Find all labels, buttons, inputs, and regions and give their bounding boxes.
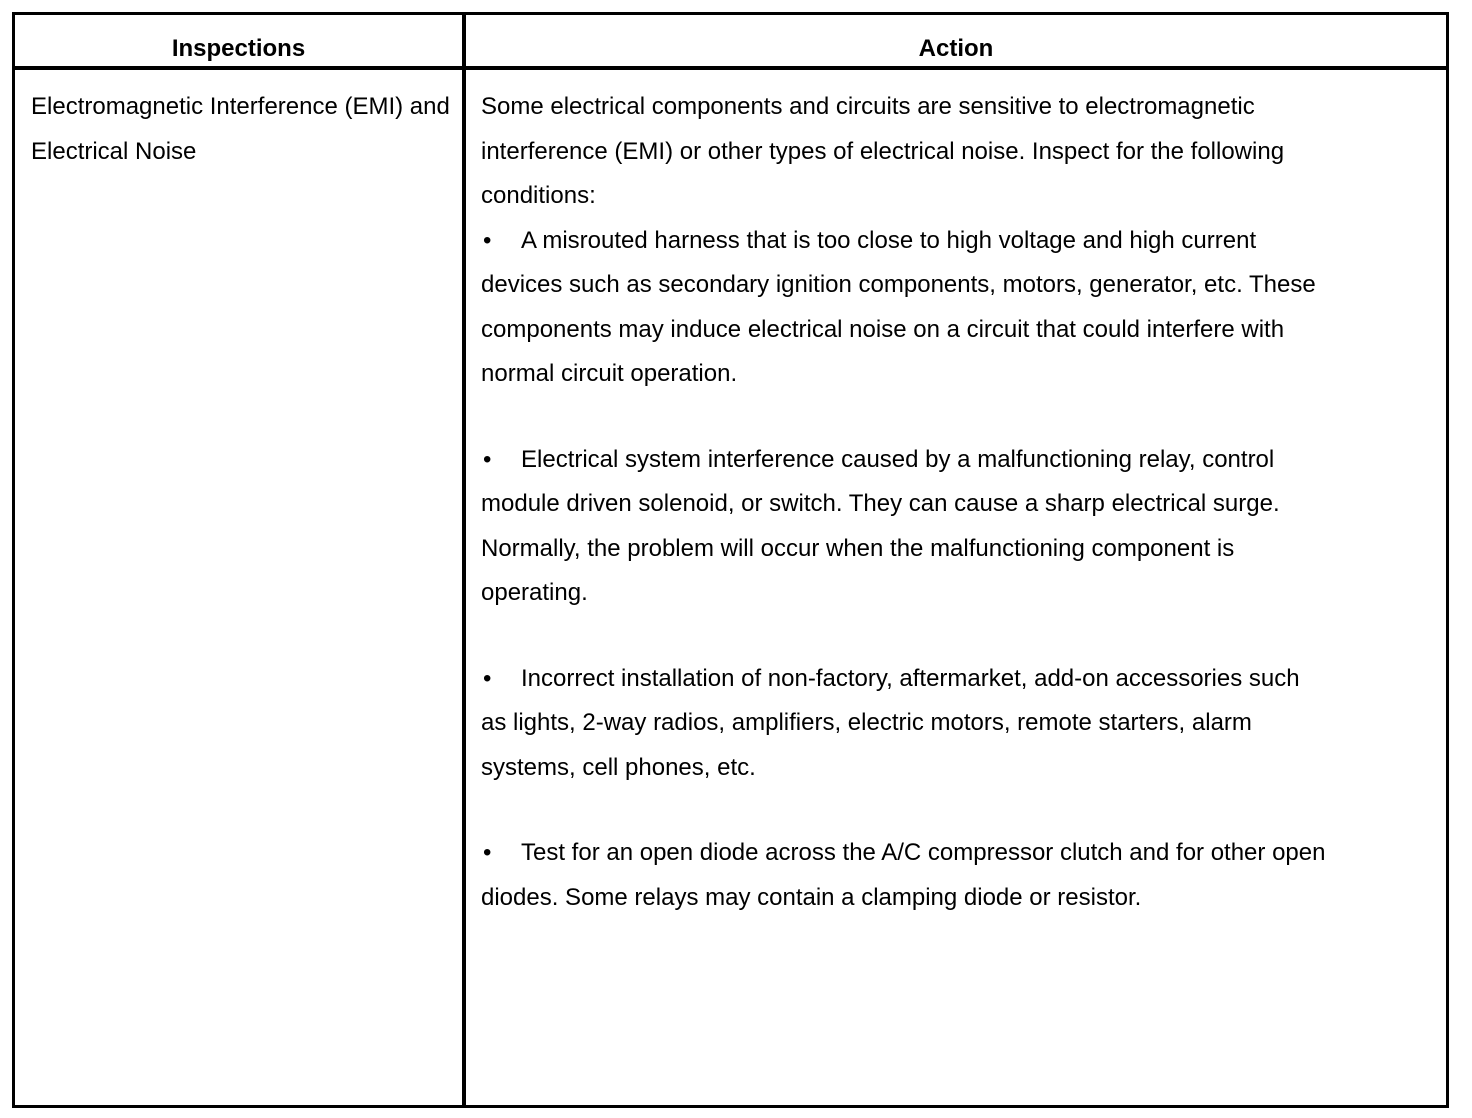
- bullet-symbol: •: [483, 226, 492, 254]
- bullet-symbol: •: [483, 664, 492, 692]
- header-action: Action: [918, 35, 994, 62]
- bullet-symbol: •: [483, 445, 492, 473]
- header-inspections: Inspections: [171, 35, 306, 62]
- inspection-cell: Electromagnetic Interference (EMI) and Electrical Noise: [31, 93, 450, 165]
- column-divider: [462, 15, 466, 1105]
- action-cell: [481, 85, 1331, 920]
- bullet-item: [481, 657, 1331, 791]
- bullet-item: [481, 438, 1331, 616]
- header-divider: [15, 66, 1446, 70]
- bullet-text: Incorrect installation of non-factory, aftermarket, add-on accessories such as lights, 2-way radios, amplifiers, electric motors, remote starters, alarm systems, cell phones, etc.: [481, 664, 1300, 781]
- bullet-item: [481, 831, 1331, 920]
- bullet-item: [481, 219, 1331, 397]
- bullet-symbol: •: [483, 839, 492, 866]
- bullet-text: A misrouted harness that is too close to high voltage and high current devices such as secondary ignition components, motors, generator, etc. These components may induce electrical noise on a circuit that could interfere with normal circuit operation.: [481, 226, 1316, 387]
- bullet-text: Electrical system interference caused by a malfunctioning relay, control module driven solenoid, or switch. They can cause a sharp electrical surge. Normally, the problem will occur when the malfunctioning component is operating.: [481, 445, 1280, 606]
- bullet-text: Test for an open diode across the A/C compressor clutch and for other open diodes. Some relays may contain a clamping diode or resistor.: [481, 839, 1326, 911]
- action-intro: Some electrical components and circuits are sensitive to electromagnetic interference (EMI) or other types of electrical noise. Inspect for the following conditions:: [481, 93, 1285, 209]
- inspection-table: [12, 12, 1449, 1108]
